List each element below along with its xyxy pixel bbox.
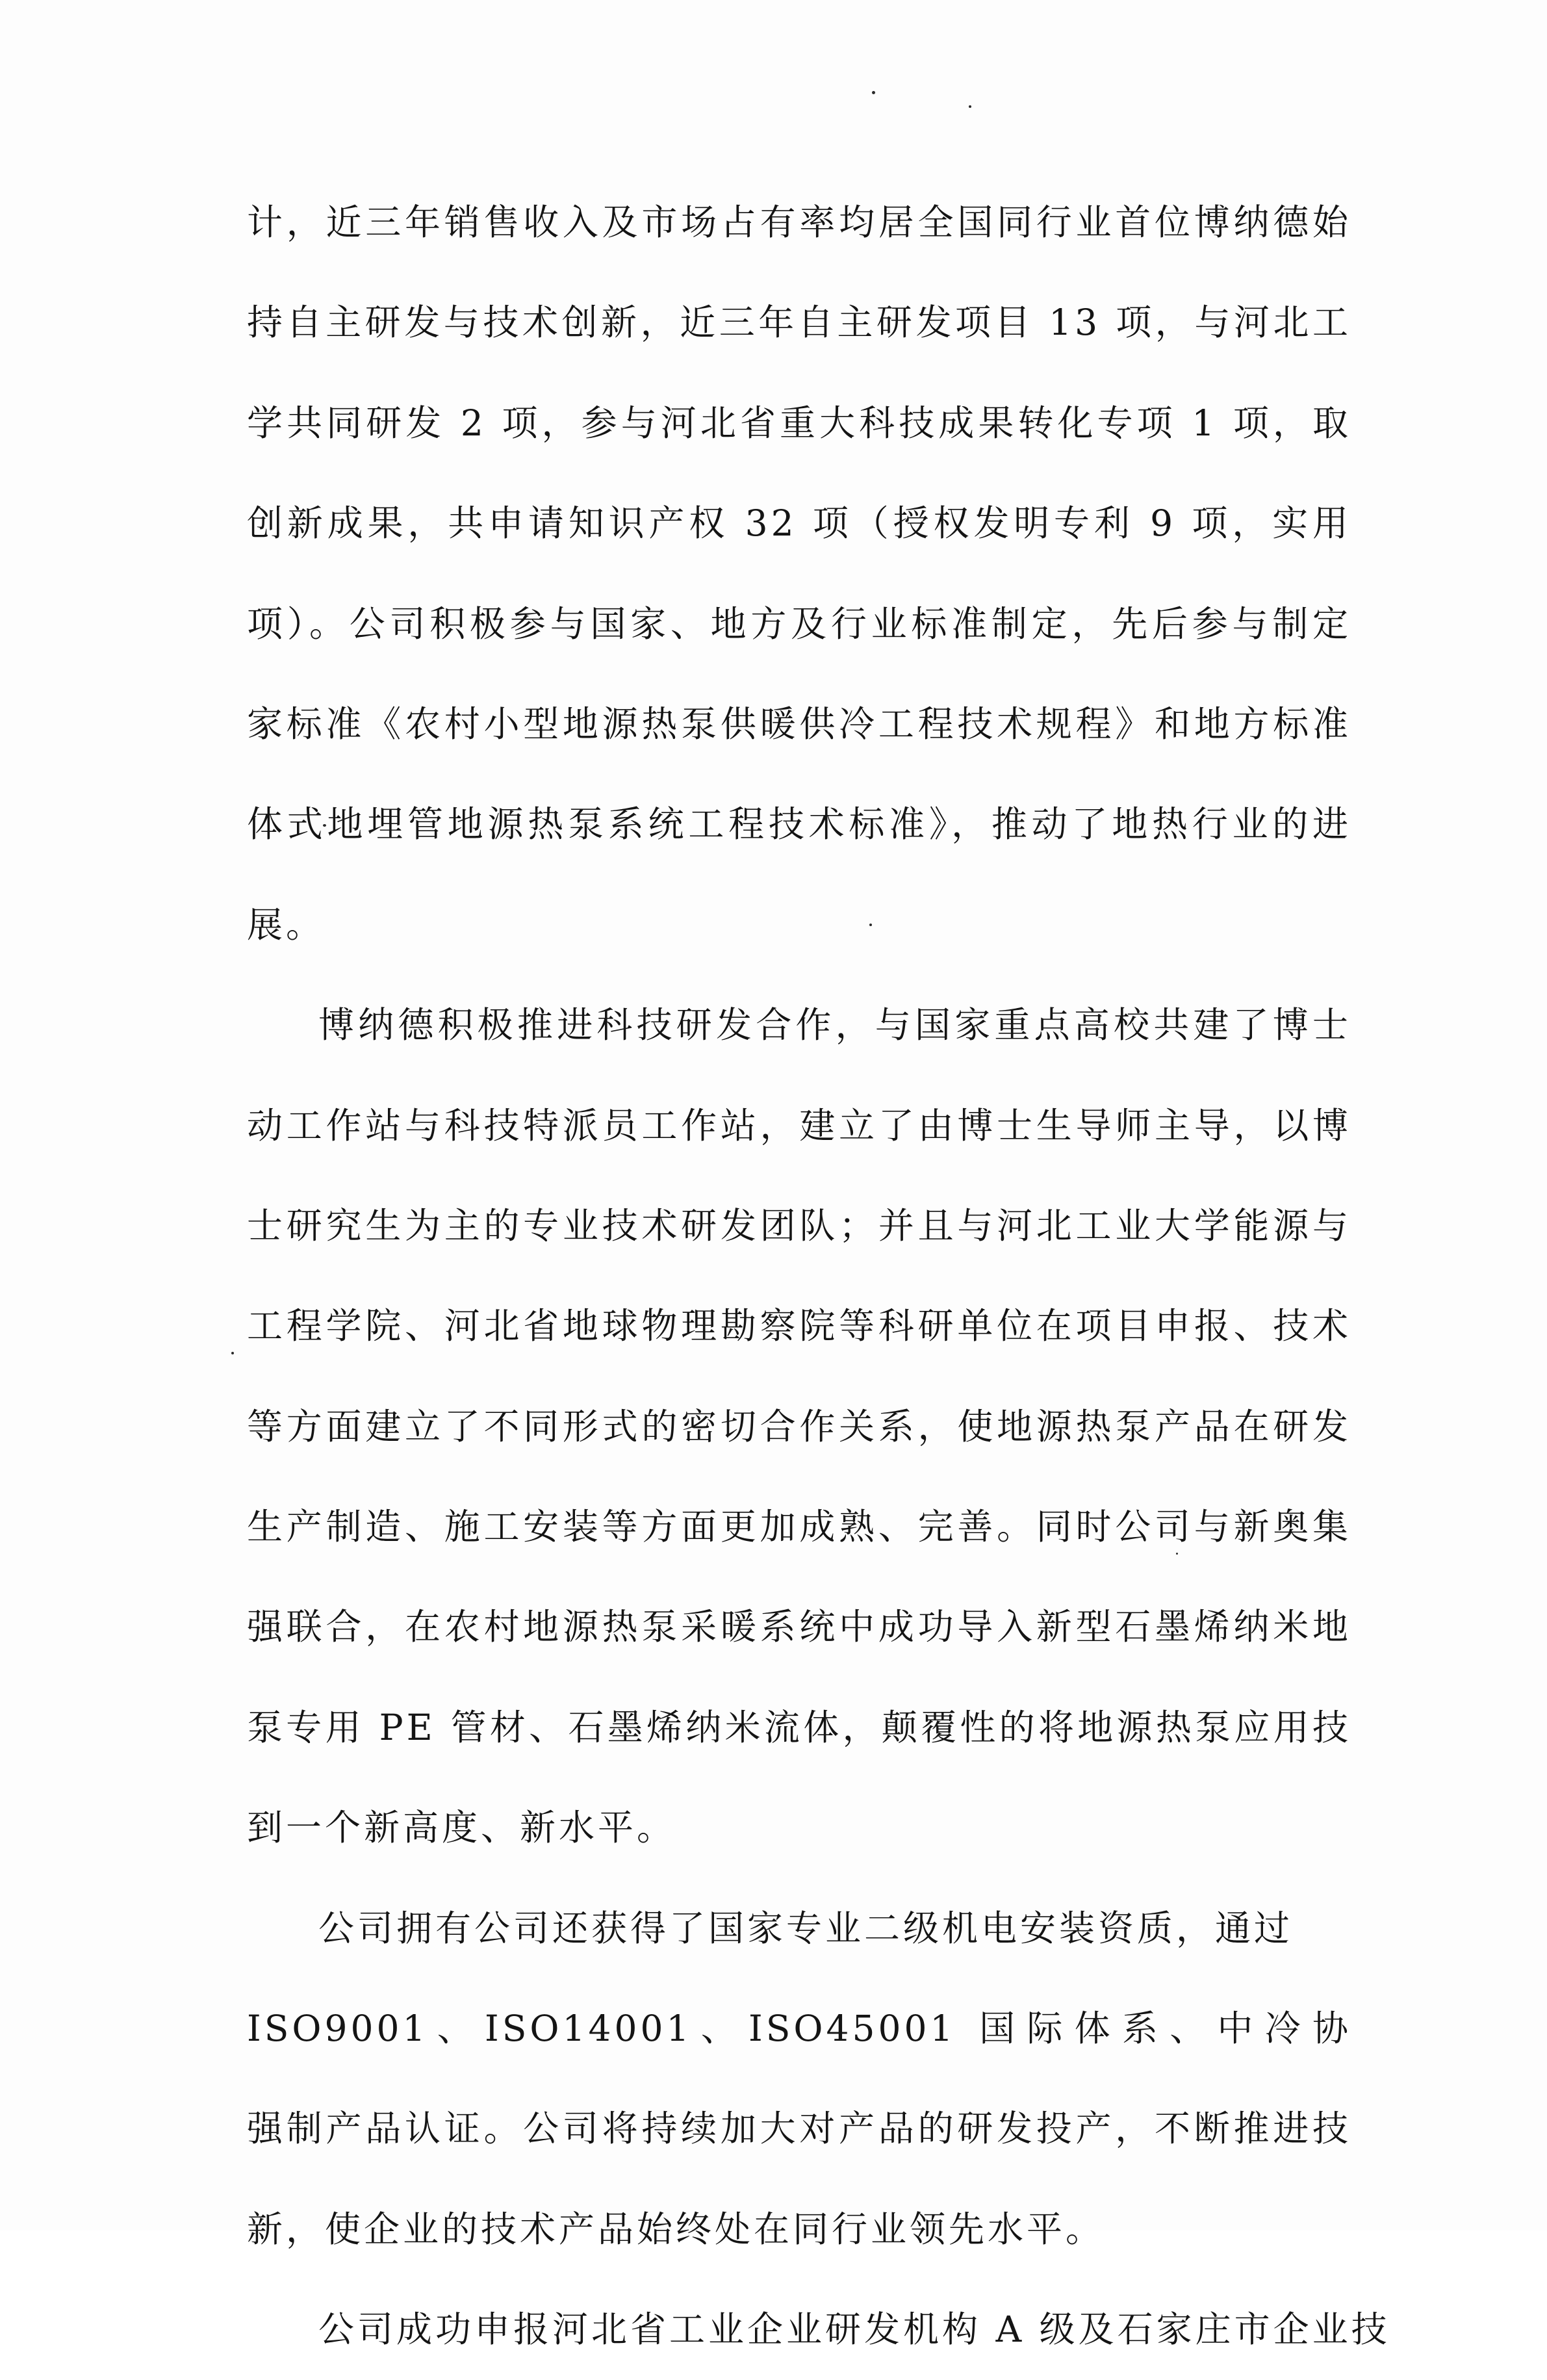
scan-speck — [231, 1352, 234, 1354]
text-line: 博纳德积极推进科技研发合作，与国家重点高校共建了博士 — [318, 1004, 1351, 1046]
text-line: 公司成功申报河北省工业企业研发机构 A 级及石家庄市企业技 — [318, 2309, 1390, 2351]
text-line: 工程学院、河北省地球物理勘察院等科研单位在项目申报、技术 — [247, 1305, 1351, 1347]
text-line: 项）。公司积极参与国家、地方及行业标准制定，先后参与制定 — [247, 602, 1351, 645]
text-line: 展。 — [247, 903, 326, 946]
text-line: 士研究生为主的专业技术研发团队；并且与河北工业大学能源与 — [247, 1204, 1351, 1247]
text-line: 创新成果，共申请知识产权 32 项（授权发明专利 9 项，实用 — [247, 502, 1351, 545]
text-line: 强联合，在农村地源热泵采暖系统中成功导入新型石墨烯纳米地 — [247, 1606, 1351, 1648]
text-line: 等方面建立了不同形式的密切合作关系，使地源热泵产品在研发 — [247, 1405, 1351, 1447]
text-line: 新，使企业的技术产品始终处在同行业领先水平。 — [247, 2208, 1105, 2250]
text-line: 学共同研发 2 项，参与河北省重大科技成果转化专项 1 项，取 — [247, 402, 1351, 444]
document-body — [247, 172, 1390, 2380]
scan-speck — [969, 105, 971, 108]
text-line: 泵专用 PE 管材、石墨烯纳米流体，颠覆性的将地源热泵应用技 — [247, 1706, 1351, 1748]
text-line: 动工作站与科技特派员工作站，建立了由博士生导师主导，以博 — [247, 1104, 1351, 1146]
text-line: 体式地埋管地源热泵系统工程技术标准》，推动了地热行业的进 — [247, 803, 1351, 846]
text-line: 持自主研发与技术创新，近三年自主研发项目 13 项，与河北工 — [247, 302, 1351, 344]
text-line: 家标准《农村小型地源热泵供暖供冷工程技术规程》和地方标准 — [247, 703, 1351, 745]
text-line: 生产制造、施工安装等方面更加成熟、完善。同时公司与新奥集 — [247, 1506, 1351, 1548]
text-line: 计，近三年销售收入及市场占有率均居全国同行业首位博纳德始 — [247, 201, 1351, 243]
text-line: ISO9001、ISO14001、ISO45001 国际体系、中冷协 — [247, 2008, 1351, 2050]
text-line: 强制产品认证。公司将持续加大对产品的研发投产，不断推进技 — [247, 2108, 1351, 2150]
scan-speck — [872, 91, 875, 94]
text-line: 公司拥有公司还获得了国家专业二级机电安装资质，通过 — [318, 1907, 1294, 1949]
text-line: 到一个新高度、新水平。 — [247, 1807, 676, 1849]
